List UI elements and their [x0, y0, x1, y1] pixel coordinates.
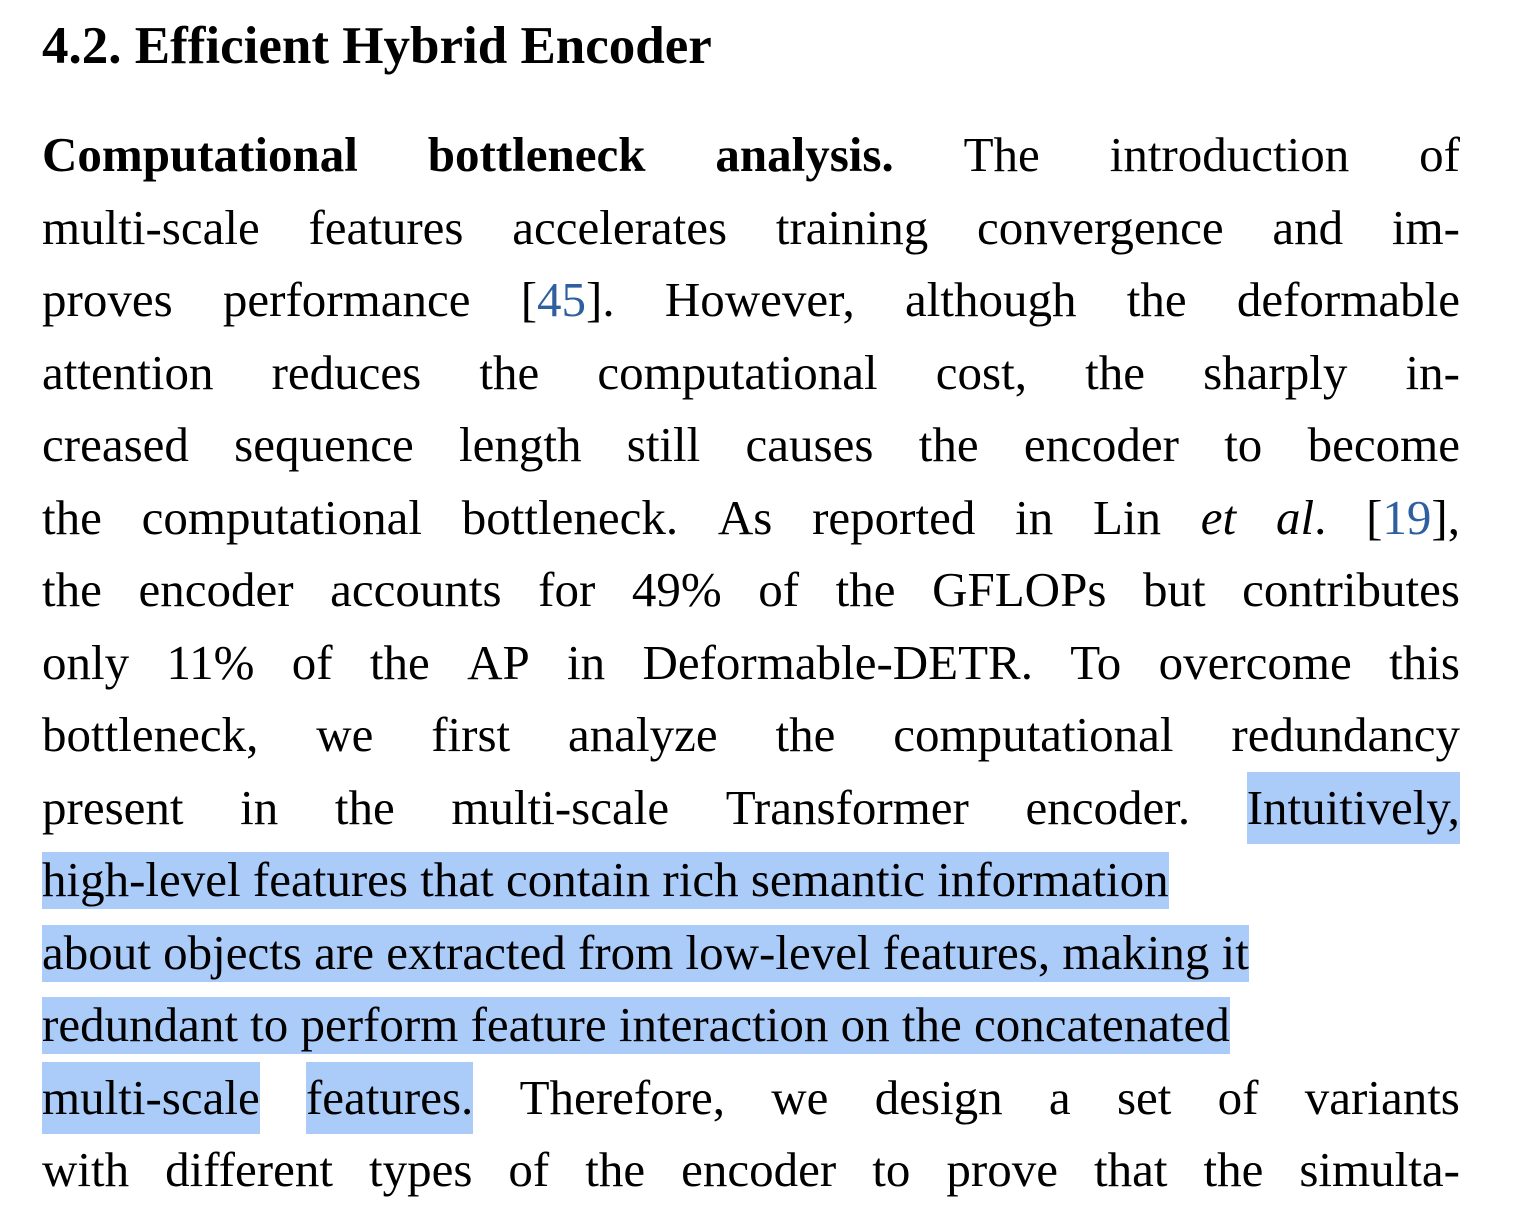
- word: causes: [745, 417, 874, 472]
- word: creased: [42, 417, 189, 472]
- text-run: .: [1314, 489, 1327, 545]
- word: computational: [141, 489, 422, 545]
- text-run: ].: [586, 272, 615, 327]
- italic-text: al: [1275, 489, 1315, 545]
- run-in-heading-word: Computational: [42, 127, 358, 182]
- word: first: [431, 707, 511, 762]
- text-line: [42, 1134, 1460, 1207]
- word: accounts: [330, 562, 502, 617]
- word: in: [1015, 489, 1054, 545]
- word: of: [1419, 127, 1460, 182]
- word: the: [42, 489, 102, 545]
- run-in-heading-word: bottleneck: [427, 127, 646, 182]
- word: length: [459, 417, 582, 472]
- word: To: [1070, 634, 1122, 690]
- run-in-heading-word: analysis.: [715, 127, 894, 182]
- word: 49%: [631, 562, 722, 617]
- word: However,: [664, 272, 855, 327]
- word: present: [42, 779, 184, 835]
- highlighted-text: high-level features that contain rich semantic information: [42, 852, 1169, 907]
- word: multi-scale: [42, 199, 260, 255]
- word: sharply: [1203, 344, 1348, 400]
- word: accelerates: [512, 199, 728, 255]
- highlighted-word: multi-scale: [42, 1062, 260, 1135]
- word: the: [585, 1142, 646, 1197]
- text-line: [42, 482, 1460, 555]
- word: still: [626, 417, 701, 472]
- word: the: [1085, 344, 1145, 400]
- word: only: [42, 634, 130, 690]
- word: deformable: [1236, 272, 1460, 327]
- word: attention: [42, 344, 214, 400]
- word: simulta-: [1299, 1142, 1460, 1197]
- word: encoder: [1023, 417, 1179, 472]
- word: sequence: [234, 417, 414, 472]
- word: reported: [812, 489, 976, 545]
- word: training: [775, 199, 929, 255]
- text-run: [: [1366, 489, 1383, 545]
- word: cost,: [935, 344, 1027, 400]
- word: this: [1389, 634, 1460, 690]
- word: Transformer: [725, 779, 969, 835]
- word: convergence: [977, 199, 1224, 255]
- word: analyze: [568, 707, 718, 762]
- word: proves: [42, 272, 173, 327]
- word: in: [240, 779, 279, 835]
- word: of: [508, 1142, 550, 1197]
- text-line: [42, 554, 1460, 627]
- word: Lin: [1092, 489, 1162, 545]
- word: redundancy: [1231, 707, 1460, 762]
- word: [1366, 482, 1460, 555]
- word: the: [42, 562, 102, 617]
- word: computational: [597, 344, 878, 400]
- section-heading: 4.2. Efficient Hybrid Encoder: [42, 17, 712, 75]
- text-line: [42, 989, 1460, 1062]
- word: the: [1126, 272, 1187, 327]
- word: variants: [1304, 1069, 1460, 1125]
- word: AP: [467, 634, 530, 690]
- word: the: [334, 779, 395, 835]
- word: set: [1116, 1069, 1172, 1125]
- word: Therefore,: [519, 1069, 725, 1125]
- word: reduces: [271, 344, 422, 400]
- word: the: [835, 562, 896, 617]
- text-line: [42, 844, 1460, 917]
- word: As: [717, 489, 773, 545]
- word: overcome: [1158, 634, 1352, 690]
- word: different: [165, 1142, 333, 1197]
- text-line: [42, 699, 1460, 772]
- word: [521, 264, 615, 337]
- citation-link[interactable]: 45: [537, 272, 587, 327]
- word: features: [308, 199, 464, 255]
- word: encoder.: [1025, 779, 1191, 835]
- word: of: [1217, 1069, 1259, 1125]
- word: we: [771, 1069, 829, 1125]
- word: the: [369, 634, 430, 690]
- word: the: [918, 417, 979, 472]
- word: become: [1307, 417, 1460, 472]
- text-line: [42, 119, 1460, 192]
- highlighted-word: features.: [306, 1062, 473, 1135]
- word: computational: [893, 707, 1174, 762]
- highlighted-word: Intuitively,: [1247, 772, 1460, 845]
- text-line: [42, 772, 1460, 845]
- word: a: [1048, 1069, 1071, 1125]
- word: types: [368, 1142, 473, 1197]
- citation-link[interactable]: 19: [1382, 489, 1432, 545]
- word: contributes: [1242, 562, 1460, 617]
- word: the: [775, 707, 836, 762]
- word: we: [316, 707, 374, 762]
- word: for: [538, 562, 596, 617]
- word: the: [1203, 1142, 1264, 1197]
- word: bottleneck,: [42, 707, 259, 762]
- highlighted-text: about objects are extracted from low-level features, making it: [42, 924, 1249, 980]
- word: in-: [1405, 344, 1460, 400]
- word: the: [479, 344, 540, 400]
- word: although: [904, 272, 1077, 327]
- word: 11%: [166, 634, 255, 690]
- word: [1276, 482, 1326, 555]
- word: of: [758, 562, 800, 617]
- body-paragraph: [42, 119, 1460, 1207]
- text-line: [42, 627, 1460, 700]
- word: with: [42, 1142, 130, 1197]
- word: in: [567, 634, 606, 690]
- text-run: [: [520, 272, 538, 327]
- word: Deformable-DETR.: [642, 634, 1033, 690]
- word: that: [1093, 1142, 1168, 1197]
- word: of: [291, 634, 333, 690]
- text-line: [42, 1062, 1460, 1135]
- italic-text: et: [1200, 489, 1237, 545]
- text-line: [42, 192, 1460, 265]
- word: im-: [1391, 199, 1460, 255]
- word: encoder: [138, 562, 294, 617]
- word: multi-scale: [451, 779, 670, 835]
- word: prove: [946, 1142, 1058, 1197]
- text-line: [42, 917, 1460, 990]
- highlighted-text: redundant to perform feature interaction on the concatenated: [42, 997, 1230, 1052]
- word: but: [1142, 562, 1206, 617]
- word: design: [874, 1069, 1003, 1125]
- word: bottleneck.: [461, 489, 679, 545]
- word: GFLOPs: [932, 562, 1107, 617]
- word: to: [872, 1142, 911, 1197]
- word: performance: [222, 272, 471, 327]
- text-line: [42, 409, 1460, 482]
- text-line: [42, 337, 1460, 410]
- word: introduction: [1109, 127, 1350, 182]
- word: encoder: [681, 1142, 837, 1197]
- word: to: [1224, 417, 1263, 472]
- word: and: [1272, 199, 1344, 255]
- text-run: ],: [1431, 489, 1460, 545]
- text-line: [42, 264, 1460, 337]
- word: The: [963, 127, 1040, 182]
